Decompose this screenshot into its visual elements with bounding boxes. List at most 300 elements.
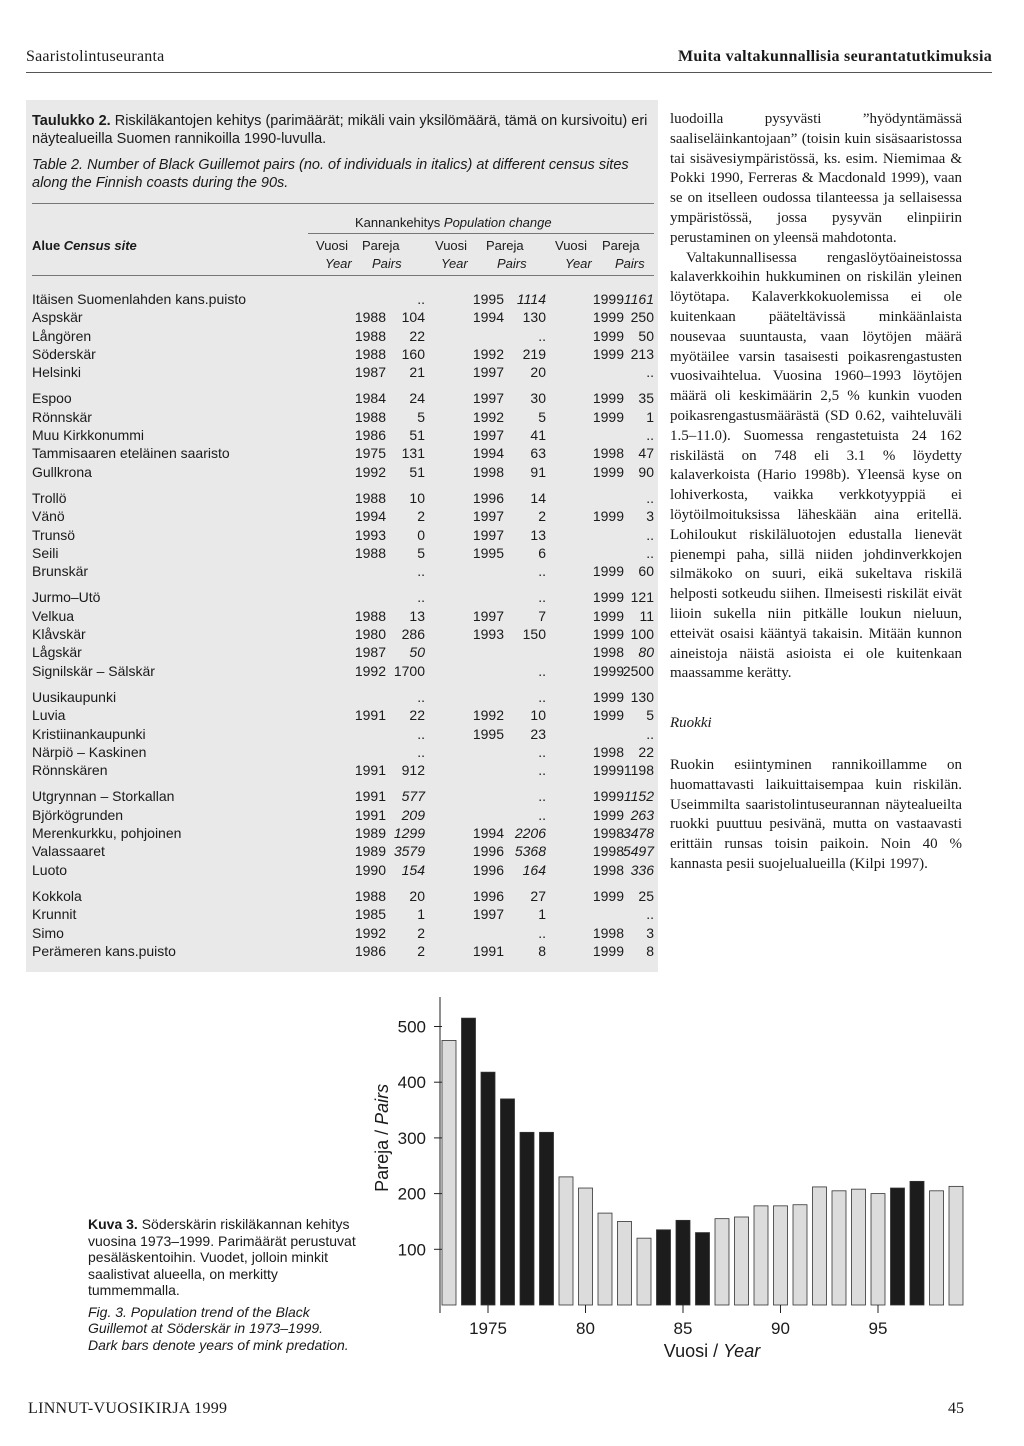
table-row (32, 544, 654, 562)
year-3-cell: 1999 (592, 291, 624, 307)
year-1-cell: 1988 (354, 544, 386, 561)
bar-year (735, 1217, 749, 1305)
pairs-2-cell: .. (538, 688, 546, 705)
body-text-column (670, 110, 962, 875)
year-3-cell: 1998 (592, 843, 624, 860)
y-axis-label-en: Pairs (372, 1083, 392, 1125)
pairs-1-cell: 10 (409, 489, 425, 506)
pairs-1-cell: 22 (409, 327, 425, 344)
pairs-2-cell: .. (538, 924, 546, 941)
year-2-cell: 1997 (472, 508, 504, 525)
pairs-3-cell: 5 (646, 707, 654, 724)
pairs-3-cell: 11 (639, 607, 654, 624)
pairs-2-cell: .. (538, 589, 546, 606)
pairs-2-cell: 13 (530, 526, 546, 543)
table-row (32, 861, 654, 879)
table-header-pareja-3: Pareja (602, 238, 640, 253)
table-header-group-en: Population change (443, 215, 552, 230)
pairs-1-cell: 1 (417, 906, 425, 923)
pairs-1-cell: 2 (417, 924, 425, 941)
year-2-cell: 1996 (472, 887, 504, 904)
pairs-2-cell: 5368 (514, 843, 546, 860)
year-2-cell: 1997 (472, 364, 504, 381)
bar-mink-year (910, 1181, 924, 1305)
year-3-cell: 1999 (592, 463, 624, 480)
bar-year (774, 1206, 788, 1305)
pairs-2-cell: 14 (530, 489, 546, 506)
pairs-1-cell: 13 (409, 607, 425, 624)
site-cell: Utgrynnan – Storkallan (32, 788, 175, 805)
table-header-pairs-1: Pairs (372, 256, 402, 271)
year-3-cell: 1999 (592, 806, 624, 823)
pairs-3-cell: .. (646, 725, 654, 742)
bar-year (442, 1040, 456, 1305)
table-row (32, 905, 654, 923)
table-caption-fi-text: Riskiläkantojen kehitys (parimäärät; mikäli vain yksilömäärä, tämä on kursivoitu) eri näytealueilla Suomen rannikoilla 1990-luvulla. (32, 113, 648, 147)
bar-mink-year (891, 1188, 905, 1305)
bar-year (637, 1238, 651, 1305)
pairs-3-cell: 1 (646, 408, 654, 425)
x-tick-label: 85 (673, 1319, 693, 1338)
site-cell: Tammisaaren eteläinen saaristo (32, 445, 230, 462)
table-row (32, 824, 654, 842)
year-1-cell: 1988 (354, 345, 386, 362)
bar-mink-year (696, 1233, 710, 1305)
bar-year (715, 1219, 729, 1305)
pairs-2-cell: 7 (538, 607, 546, 624)
pairs-1-cell: 5 (417, 408, 425, 425)
pairs-2-cell: 30 (530, 390, 546, 407)
pairs-3-cell: 47 (638, 445, 654, 462)
year-3-cell: 1999 (592, 390, 624, 407)
pairs-2-cell: 1114 (516, 291, 546, 307)
table-caption-fi (32, 112, 652, 148)
year-1-cell: 1988 (354, 327, 386, 344)
year-1-cell: 1992 (354, 924, 386, 941)
table-top-rule (32, 203, 654, 204)
year-1-cell: 1984 (354, 390, 386, 407)
year-1-cell: 1991 (354, 707, 386, 724)
year-2-cell: 1996 (472, 843, 504, 860)
running-header (26, 44, 992, 73)
year-3-cell: 1998 (592, 924, 624, 941)
pairs-2-cell: 219 (522, 345, 546, 362)
bar-year (852, 1189, 866, 1305)
bar-mink-year (462, 1018, 476, 1305)
year-2-cell: 1996 (472, 489, 504, 506)
table-row (32, 562, 654, 580)
year-1-cell: 1989 (354, 825, 386, 842)
table-row-gap (32, 481, 654, 489)
pairs-3-cell: 100 (630, 626, 654, 643)
pairs-2-cell: 23 (530, 725, 546, 742)
table-row (32, 507, 654, 525)
year-2-cell: 1995 (472, 291, 504, 307)
pairs-3-cell: .. (646, 489, 654, 506)
table-row (32, 725, 654, 743)
bar-year (579, 1188, 593, 1305)
year-2-cell: 1992 (472, 345, 504, 362)
table-row-gap (32, 779, 654, 787)
pairs-3-cell: 60 (638, 563, 654, 580)
pairs-1-cell: 2 (417, 942, 425, 959)
table-row (32, 463, 654, 481)
year-1-cell: 1988 (354, 408, 386, 425)
year-1-cell: 1986 (354, 942, 386, 959)
pairs-3-cell: 1152 (623, 788, 654, 805)
site-cell: Signilskär – Sälskär (32, 662, 155, 679)
table-row (32, 327, 654, 345)
year-3-cell: 1999 (592, 508, 624, 525)
table-row (32, 588, 654, 606)
pairs-1-cell: 104 (401, 309, 425, 326)
table-row (32, 426, 654, 444)
pairs-1-cell: 577 (401, 788, 425, 805)
year-2-cell: 1997 (472, 390, 504, 407)
pairs-1-cell: 24 (409, 390, 425, 407)
bar-mink-year (676, 1220, 690, 1305)
table-row (32, 887, 654, 905)
bar-year (930, 1191, 944, 1305)
figure-caption-fi-text: Söderskärin riskiläkannan kehitys vuosina 1973–1999. Parimäärät perustuvat pesäläskentoihin. Vuodet, jolloin minkit saalistivat alueella, on merkitty tummemmalla. (88, 1216, 356, 1298)
pairs-3-cell: .. (646, 544, 654, 561)
pairs-3-cell: .. (646, 906, 654, 923)
pairs-1-cell: .. (417, 291, 425, 307)
table-header-pareja-1: Pareja (362, 238, 400, 253)
pairs-2-cell: 27 (530, 887, 546, 904)
pairs-2-cell: 20 (530, 364, 546, 381)
pairs-3-cell: 50 (638, 327, 654, 344)
pairs-1-cell: .. (417, 743, 425, 760)
population-bar-chart (350, 995, 970, 1365)
site-cell: Lågskär (32, 644, 82, 661)
pairs-1-cell: 131 (401, 445, 425, 462)
year-2-cell: 1992 (472, 408, 504, 425)
pairs-2-cell: 41 (530, 427, 546, 444)
table-row (32, 787, 654, 805)
year-2-cell: 1996 (472, 861, 504, 878)
pairs-3-cell: .. (646, 526, 654, 543)
year-1-cell: 1992 (354, 662, 386, 679)
table-row (32, 761, 654, 779)
year-1-cell: 1988 (354, 607, 386, 624)
pairs-2-cell: .. (538, 662, 546, 679)
table-header-site-fi: Alue (32, 238, 61, 253)
pairs-2-cell: 2 (538, 508, 546, 525)
pairs-1-cell: .. (417, 725, 425, 742)
pairs-3-cell: 1198 (623, 762, 654, 779)
year-1-cell: 1991 (354, 806, 386, 823)
year-3-cell: 1999 (592, 345, 624, 362)
year-3-cell: 1999 (592, 887, 624, 904)
pairs-1-cell: 1299 (393, 825, 425, 842)
site-cell: Valassaaret (32, 843, 105, 860)
table-header-vuosi-3: Vuosi (555, 238, 588, 253)
pairs-3-cell: 8 (646, 942, 654, 959)
body-paragraph-1: luodoilla pysyvästi ”hyödyntämässä saaliseläinkantojaan” (toisin kuin sisäsaaristossa tai sisävesiympäristössä, ks. esim. Niemimaa & Pokki 1990, Ferreras & Macdonald 1999), vaan se on itselleen oudossa tilanteessa ja sellaisessa ympäristössä, jossa pysyvän elinpiirin perustaminen on yleensä mahdotonta. (670, 111, 962, 246)
year-2-cell: 1994 (472, 309, 504, 326)
year-1-cell: 1992 (354, 463, 386, 480)
y-tick-label: 200 (397, 1184, 426, 1204)
pairs-3-cell: 130 (630, 688, 654, 705)
section-heading-ruokki: Ruokki (670, 715, 712, 732)
table-row (32, 345, 654, 363)
site-cell: Kristiinankaupunki (32, 725, 146, 742)
table-header-vuosi-2: Vuosi (435, 238, 468, 253)
x-axis-label (664, 1341, 761, 1361)
body-paragraph-3: Ruokin esiintyminen rannikoillamme on huomattavasti laikuittaisempaa kuin riskilän. Useimmilta saaristolintuseurannan näytealueilta ruokki puuttuu pesivänä, mutta on vastaavasti erittäin runsas toisin paikoin. Noin 40 % kannasta pesii suojelualueilla (Kilpi 1997). (670, 756, 962, 872)
year-1-cell: 1993 (354, 526, 386, 543)
table-row-gap (32, 580, 654, 588)
figure-caption-fi (88, 1216, 356, 1299)
table-caption-fi-label: Taulukko 2. (32, 113, 111, 129)
bar-mink-year (501, 1099, 515, 1305)
table-row (32, 363, 654, 381)
pairs-1-cell: 0 (417, 526, 425, 543)
year-1-cell: 1975 (354, 445, 386, 462)
table-row (32, 842, 654, 860)
table-header-year-1: Year (325, 256, 352, 271)
table-row (32, 688, 654, 706)
running-header-left: Saaristolintuseuranta (26, 48, 165, 65)
year-2-cell: 1992 (472, 707, 504, 724)
bar-year (559, 1177, 573, 1305)
year-1-cell: 1988 (354, 309, 386, 326)
y-tick-label: 400 (397, 1073, 426, 1093)
pairs-1-cell: .. (417, 589, 425, 606)
table-header-year-2: Year (441, 256, 468, 271)
site-cell: Klåvskär (32, 626, 86, 643)
bar-year (949, 1186, 963, 1305)
pairs-2-cell: .. (538, 788, 546, 805)
pairs-2-cell: 130 (522, 309, 546, 326)
year-2-cell: 1994 (472, 825, 504, 842)
year-2-cell: 1994 (472, 445, 504, 462)
table-row (32, 308, 654, 326)
site-cell: Helsinki (32, 364, 82, 381)
table-header-group (355, 215, 552, 230)
table-row (32, 942, 654, 960)
footer-page-number: 45 (948, 1400, 964, 1417)
site-cell: Trunsö (32, 526, 76, 543)
pairs-2-cell: .. (538, 762, 546, 779)
footer-journal-name: LINNUT-VUOSIKIRJA 1999 (28, 1400, 228, 1417)
pairs-2-cell: 5 (538, 408, 546, 425)
bar-year (813, 1187, 827, 1305)
y-tick-label: 500 (397, 1017, 426, 1037)
table-row (32, 408, 654, 426)
site-cell: Närpiö – Kaskinen (32, 743, 147, 760)
pairs-3-cell: 5497 (622, 843, 654, 860)
year-2-cell: 1993 (472, 626, 504, 643)
pairs-3-cell: 121 (630, 589, 654, 606)
pairs-3-cell: 2500 (622, 662, 654, 679)
year-3-cell: 1999 (592, 607, 624, 624)
pairs-2-cell: 2206 (514, 825, 546, 842)
pairs-1-cell: 1700 (393, 662, 425, 679)
pairs-2-cell: 10 (530, 707, 546, 724)
table-row (32, 625, 654, 643)
pairs-1-cell: 20 (409, 887, 425, 904)
year-2-cell: 1997 (472, 427, 504, 444)
year-3-cell: 1999 (592, 707, 624, 724)
year-2-cell: 1997 (472, 607, 504, 624)
year-1-cell: 1987 (354, 644, 386, 661)
pairs-1-cell: 21 (409, 364, 425, 381)
bar-year (793, 1205, 807, 1305)
body-paragraph-2: Valtakunnallisessa rengaslöytöaineistossa kalaverkkoihin hukkuminen on riskilän yleinen löytötapa. Kalaverkkokuolemissa ei ole kuitenkaan pääteltävissä minkäänlaista nousevaa suuntausta, vaan löytöjen määrä myötäilee varsin tasaisesti poikasrengastusten vuosivaihtelua. Vuosina 1960–1993 löytöjen määrä oli keskimäärin 2,5 % kunkin vuoden poikasrengastusmäärästä (SD 0.62, vaihteluväli 1.5–11.0). Suomessa rengastetuista 24 162 riskilästä on 748 eli 3.1 % löydetty kalaverkoista (Hario 1998b). Yleensä kyse on lohiverkosta, vaikka verkkotyyppiä ei löytöilmoituksissa läheskään aina eritellä. Lohiloukut riskiläluotojen edustalla lienevät pienempi paha, sillä niiden johdinverkkojen silmäkoko on suuri, eikä sukeltava riskilä helposti sotkeudu siihen. Ilmeisesti riskilät eivät liioin sukella niin pitkälle loukun nieluun, etteivät osaisi kääntyä takaisin. Mitään kunnon aineistoja näistä asioista ei ole kuitenkaan maassamme kerätty. (670, 249, 962, 682)
pairs-3-cell: 35 (638, 390, 654, 407)
bar-mink-year (481, 1072, 495, 1305)
pairs-2-cell: 1 (538, 906, 546, 923)
year-1-cell: 1990 (354, 861, 386, 878)
table-caption-en-text: Number of Black Guillemot pairs (no. of individuals in italics) at different census sites along the Finnish coasts during the 90s. (32, 157, 629, 191)
y-tick-label: 300 (397, 1128, 426, 1148)
table-header-pairs-2: Pairs (497, 256, 527, 271)
table-row (32, 389, 654, 407)
figure-caption (88, 1216, 356, 1353)
table-row (32, 662, 654, 680)
pairs-3-cell: 1161 (623, 291, 654, 307)
year-1-cell: 1985 (354, 906, 386, 923)
figure-caption-en-label: Fig. 3. (88, 1303, 127, 1320)
table-row-gap (32, 381, 654, 389)
table-row (32, 743, 654, 761)
year-1-cell: 1987 (354, 364, 386, 381)
pairs-3-cell: 250 (630, 309, 654, 326)
year-3-cell: 1999 (592, 688, 624, 705)
year-1-cell: 1994 (354, 508, 386, 525)
table-group-rule (308, 233, 654, 234)
site-cell: Seili (32, 544, 59, 561)
table-header-vuosi-1: Vuosi (316, 238, 349, 253)
pairs-1-cell: 154 (401, 861, 425, 878)
pairs-2-cell: 6 (538, 544, 546, 561)
x-tick-label: 90 (771, 1319, 790, 1338)
year-3-cell: 1998 (592, 825, 624, 842)
x-tick-label: 95 (868, 1319, 888, 1338)
year-3-cell: 1998 (592, 861, 624, 878)
table-row-gap (32, 879, 654, 887)
site-cell: Söderskär (32, 345, 96, 362)
y-tick-label: 100 (397, 1240, 426, 1260)
year-3-cell: 1999 (592, 589, 624, 606)
table-header-group-fi: Kannankehitys (355, 215, 441, 230)
year-2-cell: 1995 (472, 544, 504, 561)
pairs-3-cell: 90 (638, 463, 654, 480)
pairs-1-cell: 51 (409, 463, 425, 480)
year-3-cell: 1999 (592, 563, 624, 580)
pairs-1-cell: 209 (401, 806, 425, 823)
bar-mink-year (657, 1230, 671, 1305)
year-2-cell: 1995 (472, 725, 504, 742)
table-row (32, 806, 654, 824)
x-tick-label: 1975 (469, 1319, 507, 1338)
site-cell: Velkua (32, 607, 75, 624)
pairs-2-cell: .. (538, 743, 546, 760)
pairs-3-cell: 3 (646, 924, 654, 941)
year-1-cell: 1986 (354, 427, 386, 444)
site-cell: Vänö (32, 508, 65, 525)
site-cell: Gullkrona (32, 463, 92, 480)
running-header-right: Muita valtakunnallisia seurantatutkimuksia (678, 48, 992, 65)
table-row (32, 290, 654, 308)
table-row (32, 643, 654, 661)
year-3-cell: 1999 (592, 626, 624, 643)
x-axis-label-en: Year (723, 1341, 761, 1361)
site-cell: Rönnskären (32, 762, 108, 779)
bar-year (871, 1194, 885, 1305)
pairs-1-cell: 5 (417, 544, 425, 561)
table-row (32, 706, 654, 724)
figure-caption-en (88, 1304, 356, 1354)
bar-year (598, 1213, 612, 1305)
site-cell: Brunskär (32, 563, 89, 580)
pairs-2-cell: 150 (522, 626, 546, 643)
bar-mink-year (520, 1132, 534, 1305)
year-3-cell: 1999 (592, 309, 624, 326)
figure-caption-en-text: Population trend of the Black Guillemot at Söderskär in 1973–1999. Dark bars denote years of mink predation. (88, 1303, 349, 1353)
pairs-3-cell: 3 (646, 508, 654, 525)
table-row (32, 489, 654, 507)
year-1-cell: 1988 (354, 489, 386, 506)
table-header-site (32, 238, 137, 253)
bar-mink-year (540, 1132, 554, 1305)
year-3-cell: 1999 (592, 942, 624, 959)
pairs-3-cell: 22 (638, 743, 654, 760)
site-cell: Trollö (32, 489, 67, 506)
x-axis-label-sep: / (708, 1341, 724, 1361)
site-cell: Aspskär (32, 309, 83, 326)
site-cell: Perämeren kans.puisto (32, 942, 176, 959)
table-header-rule (32, 275, 654, 276)
pairs-1-cell: 22 (409, 707, 425, 724)
table-caption (32, 112, 652, 192)
pairs-1-cell: 160 (401, 345, 425, 362)
year-2-cell: 1997 (472, 906, 504, 923)
table-row (32, 924, 654, 942)
year-3-cell: 1998 (592, 743, 624, 760)
pairs-2-cell: 164 (522, 861, 546, 878)
pairs-3-cell: 213 (630, 345, 654, 362)
table-header-year-3: Year (565, 256, 592, 271)
table-header-pareja-2: Pareja (486, 238, 524, 253)
site-cell: Luvia (32, 707, 66, 724)
pairs-3-cell: 263 (630, 806, 654, 823)
year-2-cell: 1991 (472, 942, 504, 959)
figure-caption-fi-label: Kuva 3. (88, 1216, 138, 1232)
y-axis-label-sep: / (372, 1124, 392, 1140)
table-row (32, 607, 654, 625)
site-cell: Luoto (32, 861, 68, 878)
year-2-cell: 1997 (472, 526, 504, 543)
pairs-1-cell: 50 (409, 644, 425, 661)
site-cell: Krunnit (32, 906, 77, 923)
table-row-gap (32, 680, 654, 688)
pairs-3-cell: 3478 (622, 825, 654, 842)
site-cell: Espoo (32, 390, 72, 407)
pairs-1-cell: .. (417, 563, 425, 580)
site-cell: Jurmo–Utö (32, 589, 101, 606)
pairs-1-cell: 286 (401, 626, 425, 643)
table-header-site-en: Census site (63, 238, 137, 253)
pairs-2-cell: .. (538, 806, 546, 823)
table-row (32, 526, 654, 544)
year-3-cell: 1998 (592, 644, 624, 661)
pairs-2-cell: 91 (530, 463, 546, 480)
site-cell: Björkögrunden (32, 806, 124, 823)
x-axis-label-fi: Vuosi (663, 1341, 709, 1361)
